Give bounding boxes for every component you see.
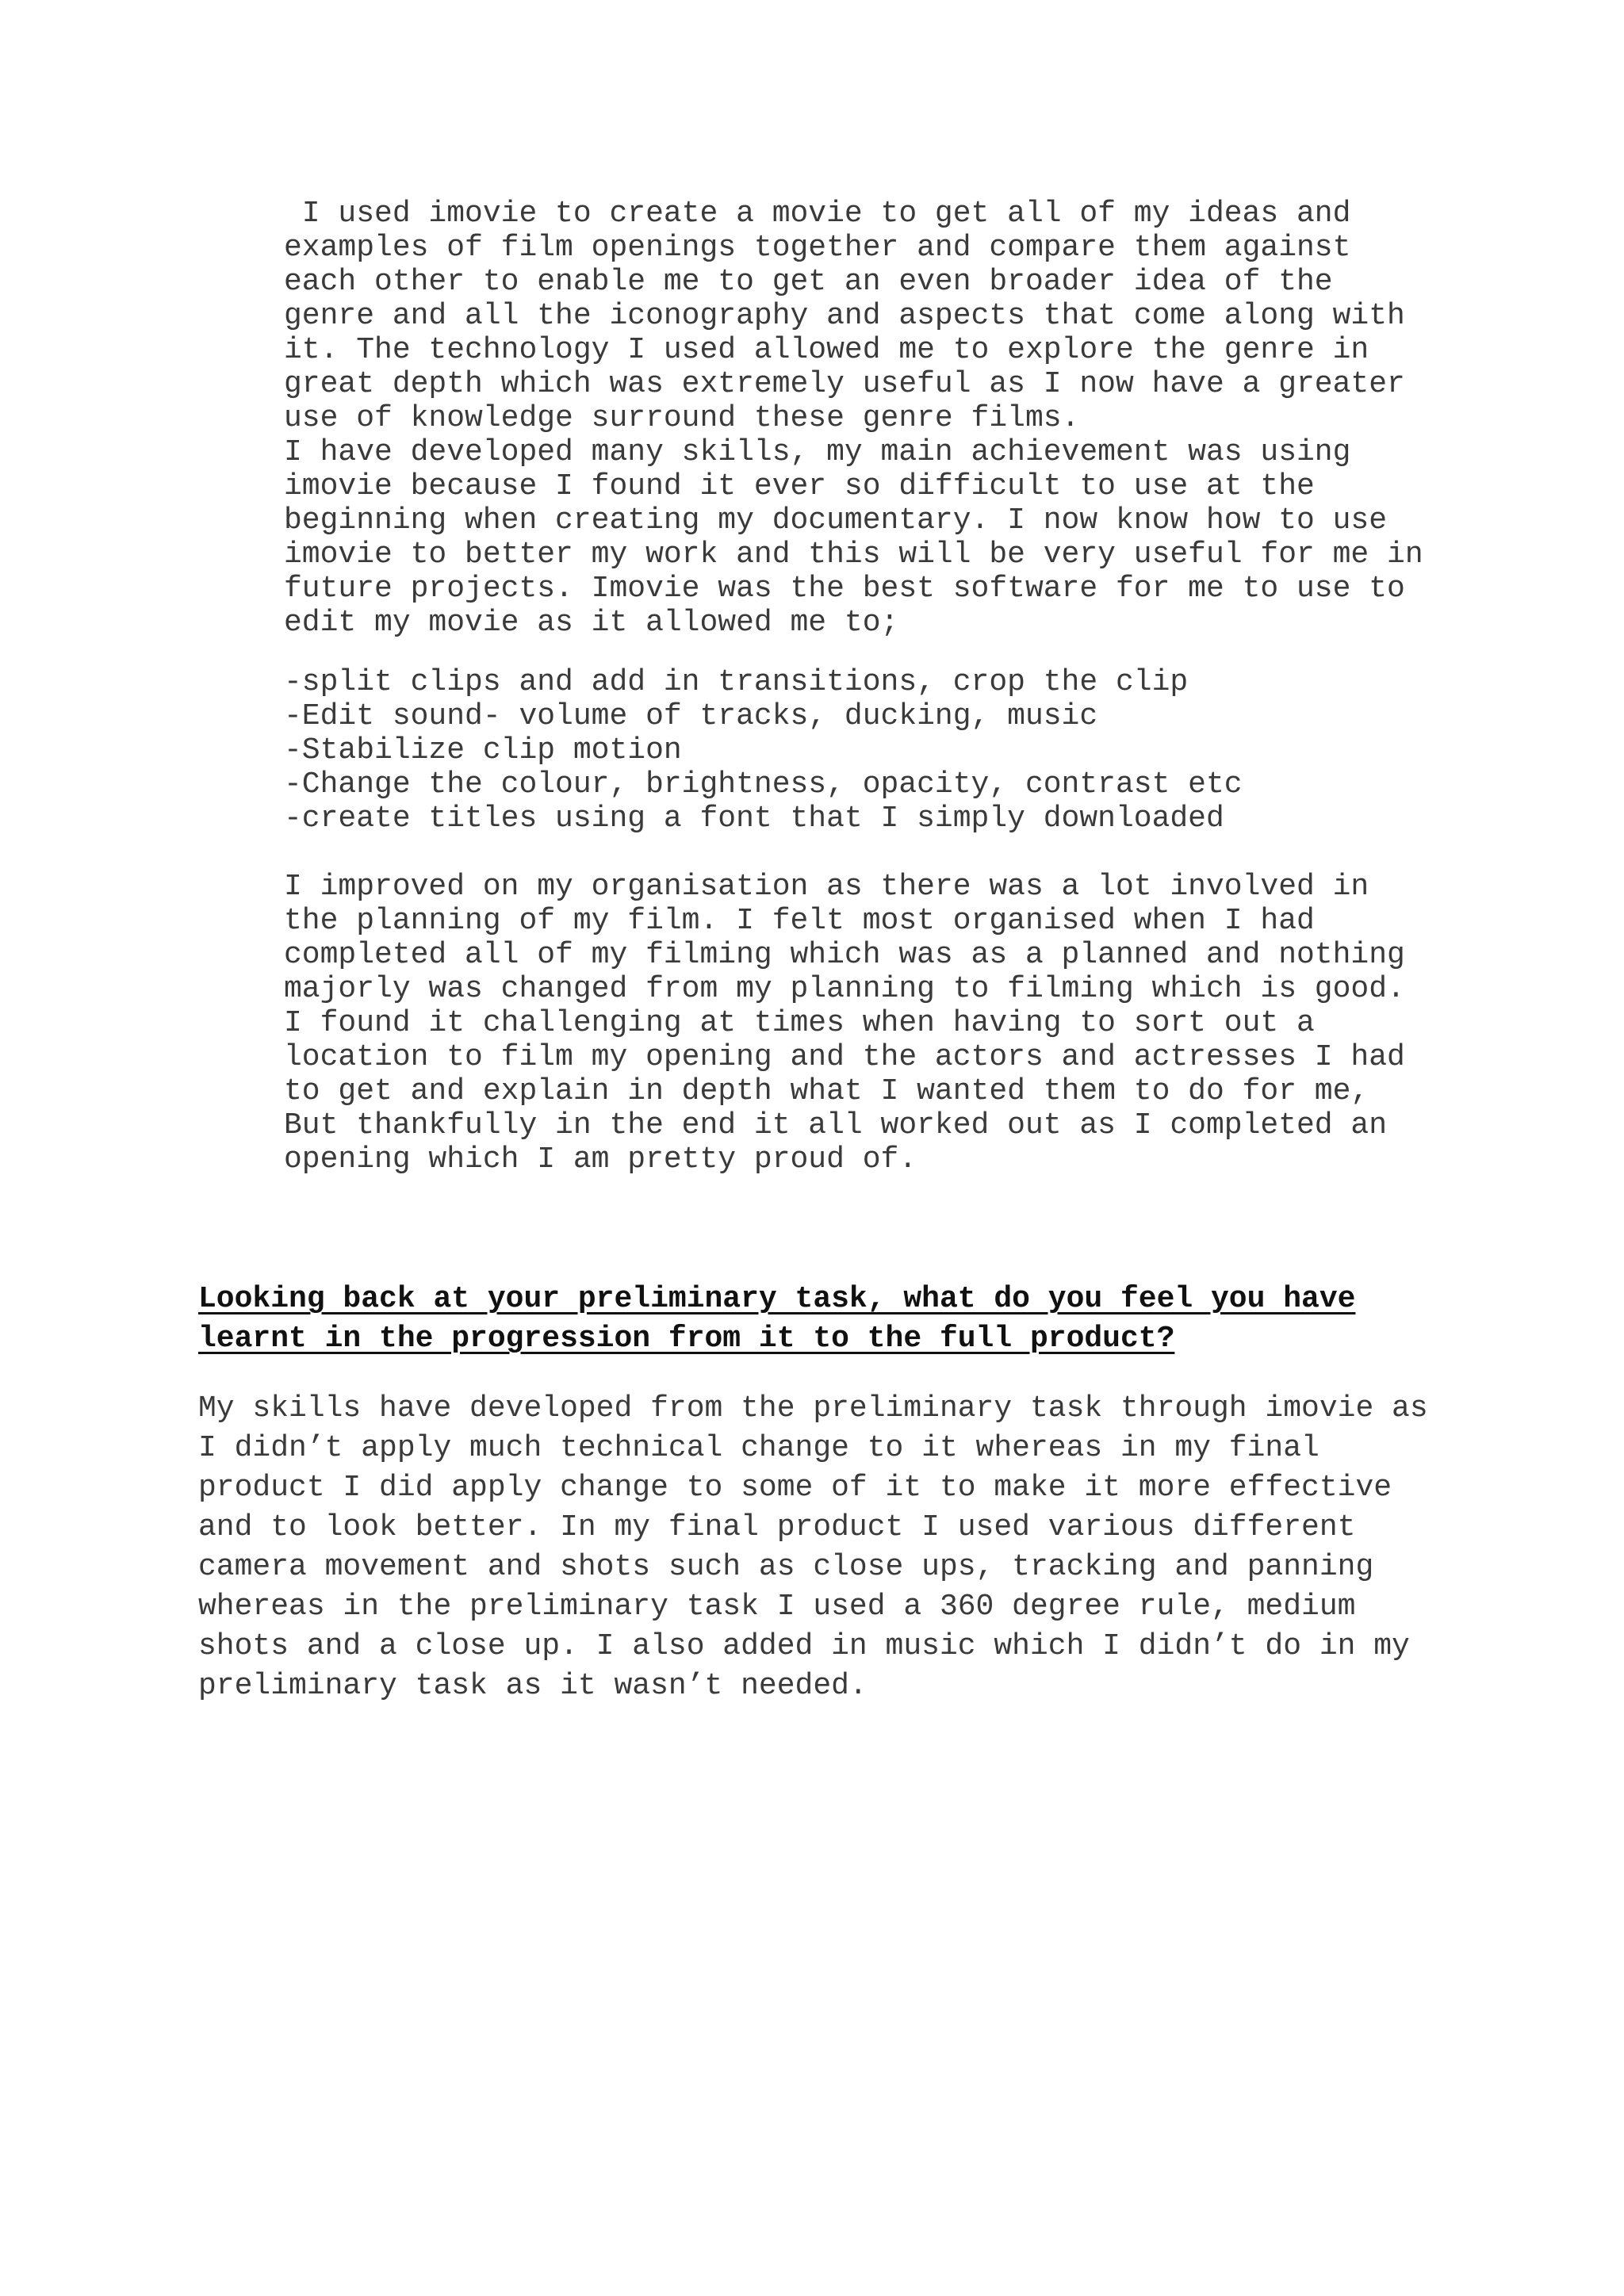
text-line: completed all of my filming which was as a planned and nothing (284, 938, 1405, 972)
text-line: camera movement and shots such as close ups, tracking and panning (198, 1550, 1374, 1584)
text-line: shots and a close up. I also added in music which I didn’t do in my (198, 1629, 1410, 1663)
text-line: product I did apply change to some of it to make it more effective (198, 1471, 1392, 1505)
text-line: genre and all the iconography and aspects that come along with (284, 299, 1405, 333)
text-line: My skills have developed from the preliminary task through imovie as (198, 1391, 1428, 1425)
text-line: use of knowledge surround these genre films. (284, 401, 1080, 435)
text-line: preliminary task as it wasn’t needed. (198, 1669, 868, 1703)
text-line: each other to enable me to get an even broader idea of the (284, 265, 1333, 299)
text-line: I used imovie to create a movie to get all of my ideas and (284, 197, 1351, 231)
text-line: edit my movie as it allowed me to; (284, 606, 899, 640)
text-line: beginning when creating my documentary. I now know how to use (284, 503, 1388, 538)
indented-text-block (284, 197, 1489, 1177)
paragraph-spacer (284, 836, 1489, 870)
text-line: majorly was changed from my planning to filming which is good. (284, 972, 1405, 1006)
list-item: -Change the colour, brightness, opacity, contrast etc (284, 767, 1243, 802)
heading-line: learnt in the progression from it to the full product? (198, 1322, 1175, 1356)
text-line: whereas in the preliminary task I used a 360 degree rule, medium (198, 1590, 1356, 1624)
paragraph-spacer (284, 640, 1489, 665)
text-line: imovie to better my work and this will be very useful for me in (284, 538, 1423, 572)
text-line: I have developed many skills, my main achievement was using (284, 435, 1351, 469)
answer-paragraph (198, 1389, 1467, 1706)
heading-line: Looking back at your preliminary task, what do you feel you have (198, 1282, 1356, 1316)
list-item: -create titles using a font that I simply downloaded (284, 802, 1224, 836)
organisation-paragraph (284, 870, 1489, 1177)
text-line: opening which I am pretty proud of. (284, 1142, 917, 1177)
text-line: location to film my opening and the actors and actresses I had (284, 1040, 1405, 1074)
list-item: -Stabilize clip motion (284, 733, 682, 767)
text-line: great depth which was extremely useful as I now have a greater (284, 367, 1405, 401)
text-line: and to look better. In my final product I used various different (198, 1510, 1356, 1544)
text-line: examples of film openings together and compare them against (284, 231, 1351, 265)
question-heading (198, 1280, 1435, 1359)
text-line: I found it challenging at times when having to sort out a (284, 1006, 1315, 1040)
skills-list (284, 665, 1489, 836)
text-line: But thankfully in the end it all worked out as I completed an (284, 1108, 1388, 1142)
text-line: imovie because I found it ever so difficult to use at the (284, 469, 1315, 503)
text-line: to get and explain in depth what I wanted them to do for me, (284, 1074, 1369, 1108)
text-line: the planning of my film. I felt most organised when I had (284, 904, 1315, 938)
text-line: it. The technology I used allowed me to explore the genre in (284, 333, 1369, 367)
text-line: I didn’t apply much technical change to it whereas in my final (198, 1431, 1320, 1465)
text-line: I improved on my organisation as there was a lot involved in (284, 870, 1369, 904)
list-item: -split clips and add in transitions, crop the clip (284, 665, 1189, 699)
reflection-paragraph (284, 197, 1489, 640)
list-item: -Edit sound- volume of tracks, ducking, music (284, 699, 1098, 733)
text-line: future projects. Imovie was the best software for me to use to (284, 572, 1405, 606)
